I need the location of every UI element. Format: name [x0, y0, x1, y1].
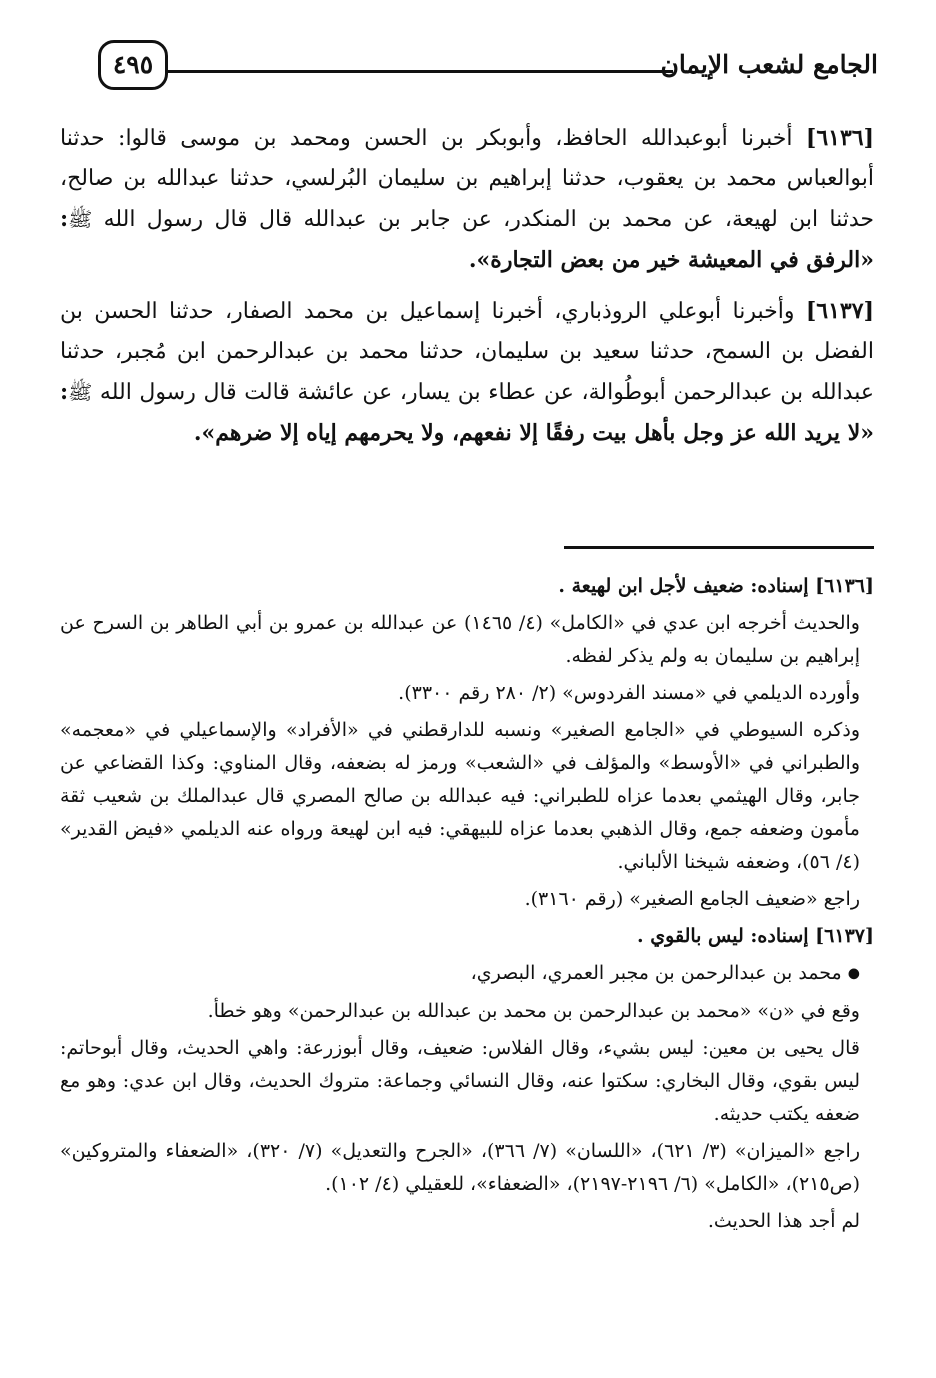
footnote-paragraph	[60, 957, 860, 991]
main-text	[60, 118, 874, 462]
footnote-paragraph: لم أجد هذا الحديث.	[707, 1209, 860, 1232]
footnote-paragraph: وذكره السيوطي في «الجامع الصغير» ونسبه للدارقطني في «الأفراد» والإسماعيلي في «معجمه» والطبراني في «الأوسط» والمؤلف في «الشعب» ورمز له بضعفه، وقال المناوي: وكذا القضاعي عن جابر، وقال الهيثمي بعدما عزاه للطبراني: فيه عبدالله بن صالح المصري قال عبدالملك بن شعيب ثقة مأمون وضعفه جمع، وقال الذهبي بعدما عزاه للبيهقي: فيه ابن لهيعة ورواه عنه الديلمي «فيض القدير» (٤/ ٥٦)، وضعفه شيخنا الألباني.	[60, 719, 860, 873]
bullet-icon: ●	[847, 965, 860, 982]
footnote-paragraph: قال يحيى بن معين: ليس بشيء، وقال الفلاس: ضعيف، وقال أبوزرعة: واهي الحديث، وقال أبوحاتم: ليس بقوي، وقال البخاري: سكتوا عنه، وقال النسائي وجماعة: متروك الحديث، وقال ابن عدي: وهو مع ضعفه يكتب حديثه.	[60, 1036, 860, 1125]
isnad-chain: أخبرنا أبوعبدالله الحافظ، وأبوبكر بن الحسن ومحمد بن موسى قالوا: حدثنا أبوالعباس محمد بن يعقوب، حدثنا إبراهيم بن سليمان البُرلسي، حدثنا عبدالله بن صالح، حدثنا ابن لهيعة، عن محمد بن المنكدر، عن جابر بن عبدالله قال قال رسول الله	[60, 126, 874, 232]
page-number: ٤٩٥	[98, 40, 168, 90]
entry-number: [٦١٣٦]	[805, 125, 874, 151]
hadith-entry-6137	[60, 291, 874, 454]
hadith-text: : «لا يريد الله عز وجل بأهل بيت رفقًا إلا نفعهم، ولا يحرمهم إياه إلا ضرهم».	[60, 379, 874, 446]
hadith-entry-6136	[60, 118, 874, 281]
salawat-glyph: ﷺ	[68, 380, 93, 404]
footnote-isnad-6137: [٦١٣٧] إسناده: ليس بالقوي .	[637, 925, 874, 947]
footnote-paragraph: راجع «الميزان» (٣/ ٦٢١)، «اللسان» (٧/ ٣٦٦)، «الجرح والتعديل» (٧/ ٣٢٠)، «الضعفاء والمتروكين» (ص٢١٥)، «الكامل» (٦/ ٢١٩٦-٢١٩٧)، «الضعفاء»، للعقيلي (٤/ ١٠٢).	[60, 1139, 860, 1195]
footnote-paragraph: والحديث أخرجه ابن عدي في «الكامل» (٤/ ١٤٦٥) عن عبدالله بن عمرو بن أبي الطاهر بن السرح عن إبراهيم بن سليمان به ولم يذكر لفظه.	[60, 612, 860, 667]
page-header	[98, 40, 878, 92]
narrator-name: محمد بن عبدالرحمن بن مجبر العمري، البصري،	[470, 962, 842, 984]
hadith-text: : «الرفق في المعيشة خير من بعض التجارة».	[60, 206, 874, 273]
isnad-chain: وأخبرنا أبوعلي الروذباري، أخبرنا إسماعيل بن محمد الصفار، حدثنا الحسن بن الفضل بن السمح، حدثنا سعيد بن سليمان، حدثنا محمد بن عبدالرحمن ابن مُجبر، حدثنا عبدالله بن عبدالرحمن أبوطُوالة، عن عطاء بن يسار، عن عائشة قالت قال رسول الله	[60, 299, 874, 405]
entry-number: [٦١٣٧]	[805, 298, 874, 324]
footnote-separator	[564, 546, 874, 549]
footnote-paragraph: وقع في «ن» «محمد بن عبدالرحمن بن محمد بن عبدالله بن عبدالرحمن» وهو خطأ.	[207, 999, 860, 1022]
running-title: الجامع لشعب الإيمان	[660, 50, 878, 79]
salawat-glyph: ﷺ	[68, 207, 93, 231]
header-rule	[160, 70, 673, 73]
footnote-isnad-6136: [٦١٣٦] إسناده: ضعيف لأجل ابن لهيعة .	[558, 575, 874, 597]
footnote-paragraph: راجع «ضعيف الجامع الصغير» (رقم ٣١٦٠).	[524, 888, 860, 910]
footnotes	[60, 570, 874, 1242]
footnote-paragraph: وأورده الديلمي في «مسند الفردوس» (٢/ ٢٨٠ رقم ٣٣٠٠).	[398, 682, 860, 704]
